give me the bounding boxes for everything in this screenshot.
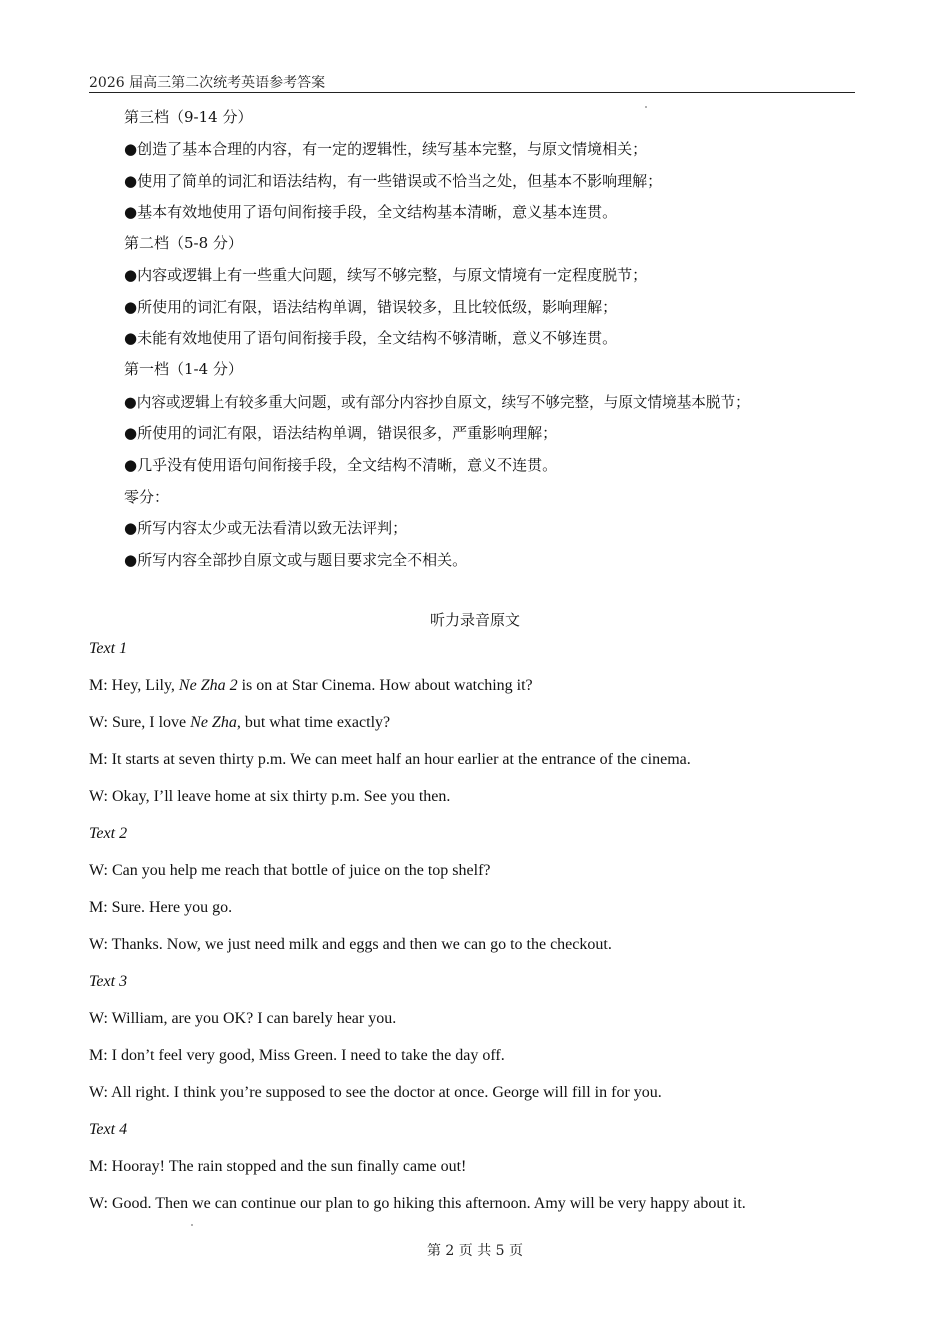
dialogue-line: W: Okay, I’ll leave home at six thirty p.m. See you then. <box>89 788 451 805</box>
header-divider <box>89 92 855 93</box>
page-header-title: 2026 届高三第二次统考英语参考答案 <box>89 75 326 91</box>
dialogue-line: M: Hooray! The rain stopped and the sun finally came out! <box>89 1158 467 1175</box>
dialogue-line: M: I don’t feel very good, Miss Green. I need to take the day off. <box>89 1047 505 1064</box>
scan-speck <box>645 106 647 108</box>
dialogue-text: , but what time exactly? <box>236 714 391 731</box>
text-label: Text 1 <box>89 640 128 657</box>
dialogue-line: M: Sure. Here you go. <box>89 899 233 916</box>
tier3-heading: 第三档（9-14 分） <box>124 108 253 126</box>
dialogue-line: M: It starts at seven thirty p.m. We can meet half an hour earlier at the entrance of the cinema. <box>89 751 691 768</box>
dialogue-text: M: Hey, Lily, <box>89 677 179 694</box>
transcript-title: 听力录音原文 <box>429 611 520 629</box>
tier1-heading: 第一档（1-4 分） <box>124 360 243 378</box>
film-title: Ne Zha 2 <box>178 677 238 694</box>
tier1-item: ●内容或逻辑上有较多重大问题，或有部分内容抄自原文，续写不够完整，与原文情境基本脱节； <box>124 394 750 411</box>
zero-item: ●所写内容全部抄自原文或与题目要求完全不相关。 <box>124 551 468 569</box>
zero-heading: 零分： <box>124 488 170 506</box>
dialogue-line <box>89 677 533 695</box>
text-label: Text 2 <box>89 825 128 842</box>
zero-item: ●所写内容太少或无法看清以致无法评判； <box>124 519 408 537</box>
dialogue-text: is on at Star Cinema. How about watching it? <box>237 677 533 694</box>
dialogue-line: W: Can you help me reach that bottle of juice on the top shelf? <box>89 862 491 879</box>
dialogue-line <box>89 714 390 732</box>
page-number: 第 2 页 共 5 页 <box>426 1243 524 1259</box>
tier3-item: ●使用了简单的词汇和语法结构，有一些错误或不恰当之处，但基本不影响理解； <box>124 172 663 190</box>
tier2-item: ●所使用的词汇有限，语法结构单调，错误较多，且比较低级，影响理解； <box>124 298 618 316</box>
text-label: Text 4 <box>89 1121 128 1138</box>
dialogue-line: W: Good. Then we can continue our plan to go hiking this afternoon. Amy will be very happy about it. <box>89 1195 746 1212</box>
tier3-item: ●创造了基本合理的内容，有一定的逻辑性，续写基本完整，与原文情境相关； <box>124 140 648 158</box>
tier2-item: ●内容或逻辑上有一些重大问题，续写不够完整，与原文情境有一定程度脱节； <box>124 266 648 284</box>
text-label: Text 3 <box>89 973 128 990</box>
dialogue-line: W: All right. I think you’re supposed to see the doctor at once. George will fill in for you. <box>89 1084 662 1101</box>
tier1-item: ●几乎没有使用语句间衔接手段，全文结构不清晰，意义不连贯。 <box>124 456 558 474</box>
tier2-heading: 第二档（5-8 分） <box>124 234 243 252</box>
dialogue-line: W: Thanks. Now, we just need milk and eggs and then we can go to the checkout. <box>89 936 612 953</box>
tier1-item: ●所使用的词汇有限，语法结构单调，错误很多，严重影响理解； <box>124 424 558 442</box>
dialogue-line: W: William, are you OK? I can barely hear you. <box>89 1010 397 1027</box>
scan-speck <box>191 1224 193 1226</box>
tier2-item: ●未能有效地使用了语句间衔接手段，全文结构不够清晰，意义不够连贯。 <box>124 329 618 347</box>
film-title: Ne Zha <box>190 714 237 731</box>
tier3-item: ●基本有效地使用了语句间衔接手段，全文结构基本清晰，意义基本连贯。 <box>124 203 618 221</box>
dialogue-text: W: Sure, I love <box>89 714 191 731</box>
